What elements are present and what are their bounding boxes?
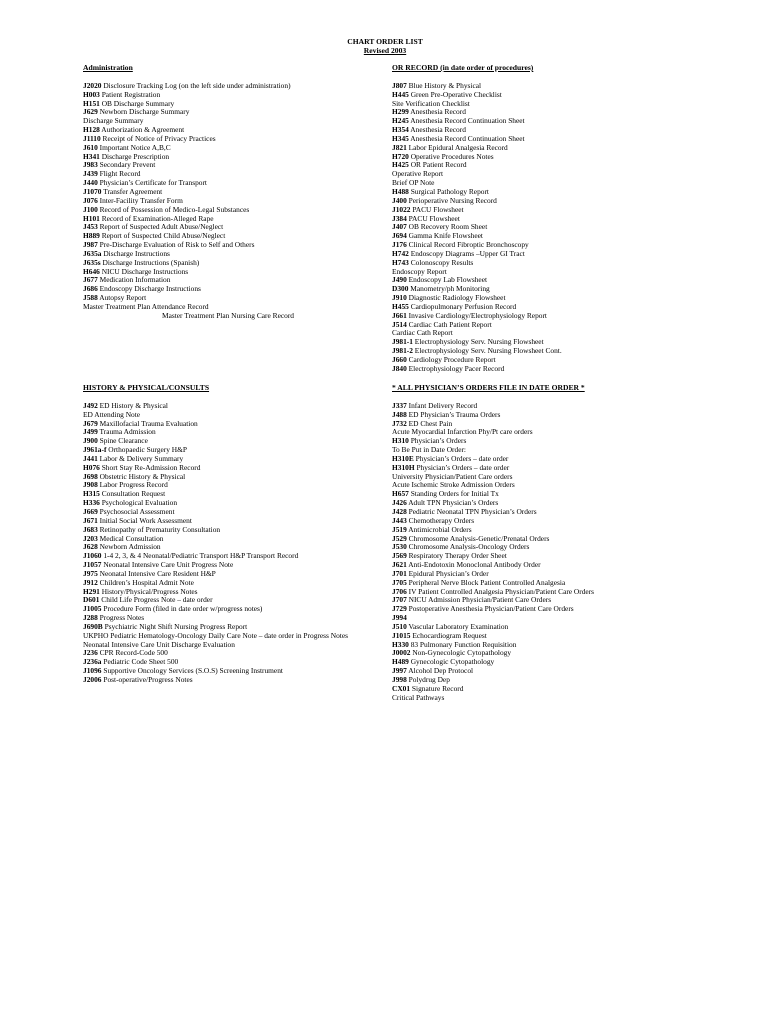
form-code: J510 — [392, 621, 407, 631]
form-title: Labor Progress Record — [97, 480, 168, 490]
form-title: Master Treatment Plan Attendance Record — [83, 301, 209, 311]
form-code: J998 — [392, 675, 407, 684]
form-title: Secondary Prevent — [97, 160, 156, 170]
form-title: Progress Notes — [97, 613, 145, 623]
form-title: To Be Put in Date Order: — [392, 445, 466, 455]
form-title: Discharge Prescription — [99, 151, 170, 161]
form-title: Chemotherapy Orders — [406, 515, 475, 525]
form-code: J912 — [83, 577, 98, 587]
form-code: D601 — [83, 595, 100, 605]
form-title: Cardiopulmonary Perfusion Record — [408, 301, 517, 311]
form-code: H425 — [392, 160, 409, 170]
form-code: J677 — [83, 275, 98, 285]
form-title: Surgical Pathology Report — [408, 186, 489, 196]
form-code: J707 — [392, 595, 407, 605]
form-title: Labor & Delivery Summary — [97, 453, 184, 463]
form-code: J961a-f — [83, 445, 107, 455]
form-code: J1015 — [392, 630, 411, 640]
form-code: J076 — [83, 195, 98, 205]
form-title: Pediatric Code Sheet 500 — [101, 657, 179, 667]
form-title: Physician’s Certificate for Transport — [97, 178, 207, 188]
form-title: Respiratory Therapy Order Sheet — [406, 551, 507, 561]
form-code: J732 — [392, 418, 407, 428]
form-title: Antimicrobial Orders — [406, 524, 472, 534]
document-title: CHART ORDER LIST — [347, 37, 423, 46]
form-title: Children’s Hospital Admit Note — [97, 577, 194, 587]
form-title: Electrophysiology Pacer Record — [406, 363, 505, 373]
form-code: H889 — [83, 231, 100, 241]
form-title: Report of Suspected Adult Abuse/Neglect — [97, 222, 224, 232]
form-code: J441 — [83, 453, 98, 463]
form-title: Chromosome Analysis-Genetic/Prenatal Orders — [406, 533, 550, 543]
form-title: Green Pre-Operative Checklist — [408, 89, 502, 99]
form-title: Retinopathy of Prematurity Consultation — [97, 524, 221, 534]
form-title: Operative Report — [392, 169, 444, 179]
form-code: J660 — [392, 355, 407, 364]
form-code: J686 — [83, 284, 98, 294]
form-title: Diagnostic Radiology Flowsheet — [406, 293, 506, 303]
form-code: J908 — [83, 480, 98, 490]
form-code: J997 — [392, 666, 407, 676]
form-title: Neonatal Intensive Care Unit Discharge Evaluation — [83, 639, 235, 649]
form-title: Important Notice A,B,C — [97, 142, 171, 152]
form-title: Pre-Discharge Evaluation of Risk to Self and Others — [97, 240, 255, 250]
form-code: J900 — [83, 436, 98, 446]
form-title: Anti-Endotoxin Monoclonal Antibody Order — [406, 560, 541, 570]
form-title: Gynecologic Cytopathology — [408, 657, 495, 667]
form-title: Receipt of Notice of Privacy Practices — [100, 133, 216, 143]
form-code: H291 — [83, 586, 100, 596]
form-code: J981-1 — [392, 337, 413, 347]
form-title: Short Stay Re-Admission Record — [99, 462, 201, 472]
form-title: Acute Ischemic Stroke Admission Orders — [392, 480, 515, 490]
form-code: J807 — [392, 80, 407, 90]
form-code: J690B — [83, 621, 103, 631]
form-title: Infant Delivery Record — [406, 400, 478, 410]
form-code: J407 — [392, 222, 407, 232]
form-code: J440 — [83, 178, 98, 188]
form-title: Cardiac Cath Report — [392, 328, 453, 338]
form-title: Perioperative Nursing Record — [406, 195, 497, 205]
form-code: J981-2 — [392, 346, 413, 356]
form-title: Epidural Physician’s Order — [406, 568, 489, 578]
form-code: J698 — [83, 471, 98, 481]
form-code: J428 — [392, 506, 407, 516]
form-code: J569 — [392, 551, 407, 561]
form-code: H299 — [392, 107, 409, 117]
form-title: Report of Suspected Child Abuse/Neglect — [99, 231, 226, 241]
form-code: H101 — [83, 213, 100, 223]
form-code: J840 — [392, 363, 407, 373]
form-title: Flight Record — [97, 169, 141, 179]
form-title: Psychosocial Assessment — [97, 506, 175, 516]
form-title: Blue History & Physical — [406, 80, 482, 90]
form-title: Manometry/ph Monitoring — [408, 284, 490, 294]
form-code: J1022 — [392, 204, 411, 214]
form-code: J203 — [83, 533, 98, 543]
form-title: ED Physician’s Trauma Orders — [406, 409, 501, 419]
form-title: Discharge Instructions — [101, 248, 170, 258]
form-title: Endoscopy Report — [392, 266, 447, 276]
form-title: Initial Social Work Assessment — [97, 515, 192, 525]
form-title: Inter-Facility Transfer Form — [97, 195, 183, 205]
form-title: Endoscopy Lab Flowsheet — [406, 275, 488, 285]
form-title: Consultation Request — [99, 489, 166, 499]
form-title: CPR Record-Code 500 — [97, 648, 168, 658]
form-code: J453 — [83, 222, 98, 232]
document-header — [0, 37, 770, 55]
form-title: Discharge Instructions (Spanish) — [100, 257, 200, 267]
form-code: J729 — [392, 604, 407, 614]
form-code: H315 — [83, 489, 100, 499]
form-title: Gamma Knife Flowsheet — [406, 231, 483, 241]
form-title: Anesthesia Record Continuation Sheet — [408, 116, 525, 126]
form-title: UKPHO Pediatric Hematology-Oncology Daily Care Note – date order in Progress Notes — [83, 630, 348, 640]
form-code: J1070 — [83, 186, 102, 196]
form-title: Cardiology Procedure Report — [406, 355, 496, 364]
form-title: ED Chest Pain — [406, 418, 453, 428]
item-list — [392, 402, 722, 703]
form-title: Record of Possession of Medico-Legal Substances — [97, 204, 250, 214]
form-title: Obstetric History & Physical — [97, 471, 186, 481]
form-code: H657 — [392, 489, 409, 499]
form-code: CX01 — [392, 683, 411, 693]
form-code: J492 — [83, 400, 98, 410]
form-title: Standing Orders for Initial Tx — [408, 489, 499, 499]
document-subtitle: Revised 2003 — [363, 46, 407, 55]
form-code: J683 — [83, 524, 98, 534]
form-title: Anesthesia Record — [408, 107, 466, 117]
form-title: Supportive Oncology Services (S.O.S) Screening Instrument — [101, 666, 283, 676]
form-code: J337 — [392, 400, 407, 410]
form-title: Authorization & Agreement — [99, 125, 185, 135]
section-title: * ALL PHYSICIAN’S ORDERS FILE IN DATE ORDER * — [392, 383, 585, 392]
form-title: Discharge Summary — [83, 116, 144, 126]
form-code: H646 — [83, 266, 100, 276]
form-code: H003 — [83, 89, 100, 99]
section-history-physical — [83, 384, 413, 685]
form-title: 1-4 2, 3, & 4 Neonatal/Pediatric Transport H&P Transport Record — [101, 551, 299, 561]
form-title: Patient Registration — [99, 89, 161, 99]
form-code: J588 — [83, 293, 98, 303]
form-title: Record of Examination-Alleged Rape — [99, 213, 214, 223]
form-code: J384 — [392, 213, 407, 223]
form-title: Electrophysiology Serv. Nursing Flowsheet — [412, 337, 544, 347]
form-title: Procedure Form (filed in date order w/progress notes) — [101, 604, 263, 614]
form-code: H488 — [392, 186, 409, 196]
form-title: Medical Consultation — [97, 533, 164, 543]
form-title: Chromosome Analysis-Oncology Orders — [406, 542, 530, 552]
form-title: Non-Gynecologic Cytopathology — [410, 648, 512, 658]
form-title: PACU Flowsheet — [406, 213, 460, 223]
form-title: Peripheral Nerve Block Patient Controlled Analgesia — [406, 577, 566, 587]
form-title: Master Treatment Plan Nursing Care Record — [162, 310, 294, 320]
form-title: Medication Information — [97, 275, 171, 285]
form-title: Endoscopy Discharge Instructions — [97, 284, 201, 294]
form-code: J629 — [83, 107, 98, 117]
form-title: Physician’s Orders – date order — [413, 453, 509, 463]
form-title: Pediatric Neonatal TPN Physician’s Orders — [406, 506, 537, 516]
form-code: H310 — [392, 436, 409, 446]
form-title: Alcohol Dep Protocol — [406, 666, 474, 676]
form-code: H128 — [83, 125, 100, 135]
form-code: H489 — [392, 657, 409, 667]
form-title: Trauma Admission — [97, 427, 156, 437]
form-title: ED Attending Note — [83, 409, 141, 419]
form-title: History/Physical/Progress Notes — [99, 586, 198, 596]
form-code: J694 — [392, 231, 407, 241]
form-title: Electrophysiology Serv. Nursing Flowsheet Cont. — [412, 346, 562, 356]
form-title: Operative Procedures Notes — [408, 151, 494, 161]
form-title: OR Patient Record — [408, 160, 467, 170]
form-code: J2006 — [83, 675, 102, 684]
form-code: H330 — [392, 639, 409, 649]
form-title: University Physician/Patient Care orders — [392, 471, 513, 481]
list-item — [392, 694, 722, 703]
form-code: J236 — [83, 648, 98, 658]
form-code: J821 — [392, 142, 407, 152]
form-code: J1005 — [83, 604, 102, 614]
form-title: Psychological Evaluation — [99, 498, 178, 508]
form-code: H245 — [392, 116, 409, 126]
form-code: H151 — [83, 98, 100, 108]
form-title: Brief OP Note — [392, 178, 435, 188]
form-title: Newborn Discharge Summary — [97, 107, 190, 117]
form-title: Child Life Progress Note – date order — [99, 595, 213, 605]
form-code: J671 — [83, 515, 98, 525]
form-code: H310H — [392, 462, 415, 472]
form-code: J1110 — [83, 133, 101, 143]
form-code: H310E — [392, 453, 414, 463]
form-title: Vascular Laboratory Examination — [406, 621, 509, 631]
form-title: Post-operative/Progress Notes — [101, 675, 193, 684]
form-code: J910 — [392, 293, 407, 303]
form-title: Site Verification Checklist — [392, 98, 470, 108]
form-title: Physician’s Orders – date order — [414, 462, 510, 472]
form-title: Neonatal Intensive Care Unit Progress Note — [101, 560, 234, 570]
form-title: 83 Pulmonary Function Requisition — [408, 639, 517, 649]
section-or-record — [392, 64, 722, 374]
form-code: H345 — [392, 133, 409, 143]
form-code: J288 — [83, 613, 98, 623]
form-code: J400 — [392, 195, 407, 205]
form-code: J439 — [83, 169, 98, 179]
form-code: J1060 — [83, 551, 102, 561]
form-title: Autopsy Report — [97, 293, 147, 303]
form-code: H455 — [392, 301, 409, 311]
form-code: J514 — [392, 319, 407, 329]
form-code: J610 — [83, 142, 98, 152]
form-code: J621 — [392, 560, 407, 570]
form-title: Orthopaedic Surgery H&P — [106, 445, 187, 455]
form-code: J499 — [83, 427, 98, 437]
form-code: J628 — [83, 542, 98, 552]
form-code: H742 — [392, 248, 409, 258]
form-title: Signature Record — [410, 683, 464, 693]
form-title: Cardiac Cath Patient Report — [406, 319, 492, 329]
list-item — [392, 170, 722, 179]
form-title: ED History & Physical — [97, 400, 168, 410]
form-title: PACU Flowsheet — [410, 204, 464, 214]
form-title: Maxillofacial Trauma Evaluation — [97, 418, 198, 428]
form-code: H445 — [392, 89, 409, 99]
form-title: OB Recovery Room Sheet — [406, 222, 488, 232]
section-administration — [83, 64, 413, 321]
form-code: J176 — [392, 240, 407, 250]
form-code: H720 — [392, 151, 409, 161]
form-title: Psychiatric Night Shift Nursing Progress Report — [102, 621, 248, 631]
form-code: J661 — [392, 310, 407, 320]
form-code: J100 — [83, 204, 98, 214]
list-item — [83, 676, 413, 685]
form-title: OB Discharge Summary — [99, 98, 175, 108]
form-title: Echocardiogram Request — [410, 630, 487, 640]
form-code: J669 — [83, 506, 98, 516]
form-title: Invasive Cardiology/Electrophysiology Report — [406, 310, 547, 320]
form-title: NICU Admission Physician/Patient Care Orders — [406, 595, 552, 605]
list-item — [392, 365, 722, 374]
form-title: Anesthesia Record — [408, 125, 466, 135]
form-title: Neonatal Intensive Care Resident H&P — [97, 568, 216, 578]
form-code: J0002 — [392, 648, 411, 658]
form-title: Physician’s Orders — [408, 436, 467, 446]
form-code: J635a — [83, 248, 102, 258]
form-title: Transfer Agreement — [101, 186, 163, 196]
form-title: Adult TPN Physician’s Orders — [406, 498, 499, 508]
form-title: Polydrug Dep — [406, 675, 450, 684]
form-code: J490 — [392, 275, 407, 285]
form-title: Anesthesia Record Continuation Sheet — [408, 133, 525, 143]
form-code: J1057 — [83, 560, 102, 570]
section-physician-orders — [392, 384, 722, 703]
item-list — [83, 402, 413, 685]
item-list — [392, 82, 722, 374]
form-title: Labor Epidural Analgesia Record — [406, 142, 508, 152]
form-title: Spine Clearance — [97, 436, 148, 446]
form-title: Endoscopy Diagrams –Upper GI Tract — [408, 248, 525, 258]
form-code: J635s — [83, 257, 101, 267]
form-code: J983 — [83, 160, 98, 170]
form-title: Colonoscopy Results — [408, 257, 474, 267]
form-title: NICU Discharge Instructions — [99, 266, 189, 276]
section-title: OR RECORD (in date order of procedures) — [392, 63, 534, 72]
form-code: J994 — [392, 613, 407, 623]
form-code: J443 — [392, 515, 407, 525]
form-title: Clinical Record Fibroptic Bronchoscopy — [406, 240, 529, 250]
list-item — [392, 605, 722, 614]
form-code: J1096 — [83, 666, 102, 676]
form-code: J706 — [392, 586, 407, 596]
item-list — [83, 82, 413, 321]
form-title: Postoperative Anesthesia Physician/Patient Care Orders — [406, 604, 574, 614]
form-code: J987 — [83, 240, 98, 250]
form-code: J426 — [392, 498, 407, 508]
section-title: Administration — [83, 63, 133, 72]
form-code: J975 — [83, 568, 98, 578]
form-code: J488 — [392, 409, 407, 419]
form-code: J701 — [392, 568, 407, 578]
form-code: J2020 — [83, 80, 102, 90]
form-title: Critical Pathways — [392, 692, 445, 702]
form-code: D300 — [392, 284, 409, 294]
form-code: J236a — [83, 657, 102, 667]
section-title: HISTORY & PHYSICAL/CONSULTS — [83, 383, 210, 392]
form-code: H076 — [83, 462, 100, 472]
form-code: H743 — [392, 257, 409, 267]
form-code: H354 — [392, 125, 409, 135]
form-title: Disclosure Tracking Log (on the left side under administration) — [101, 80, 291, 90]
form-code: J519 — [392, 524, 407, 534]
form-title: IV Patient Controlled Analgesia Physician/Patient Care Orders — [406, 586, 595, 596]
form-code: J530 — [392, 542, 407, 552]
form-code: J679 — [83, 418, 98, 428]
form-title: Newborn Admission — [97, 542, 161, 552]
form-code: H336 — [83, 498, 100, 508]
form-code: H341 — [83, 151, 100, 161]
form-title: Acute Myocardial Infarction Phy/Pt care orders — [392, 427, 533, 437]
form-code: J529 — [392, 533, 407, 543]
list-item — [83, 312, 413, 321]
form-code: J705 — [392, 577, 407, 587]
